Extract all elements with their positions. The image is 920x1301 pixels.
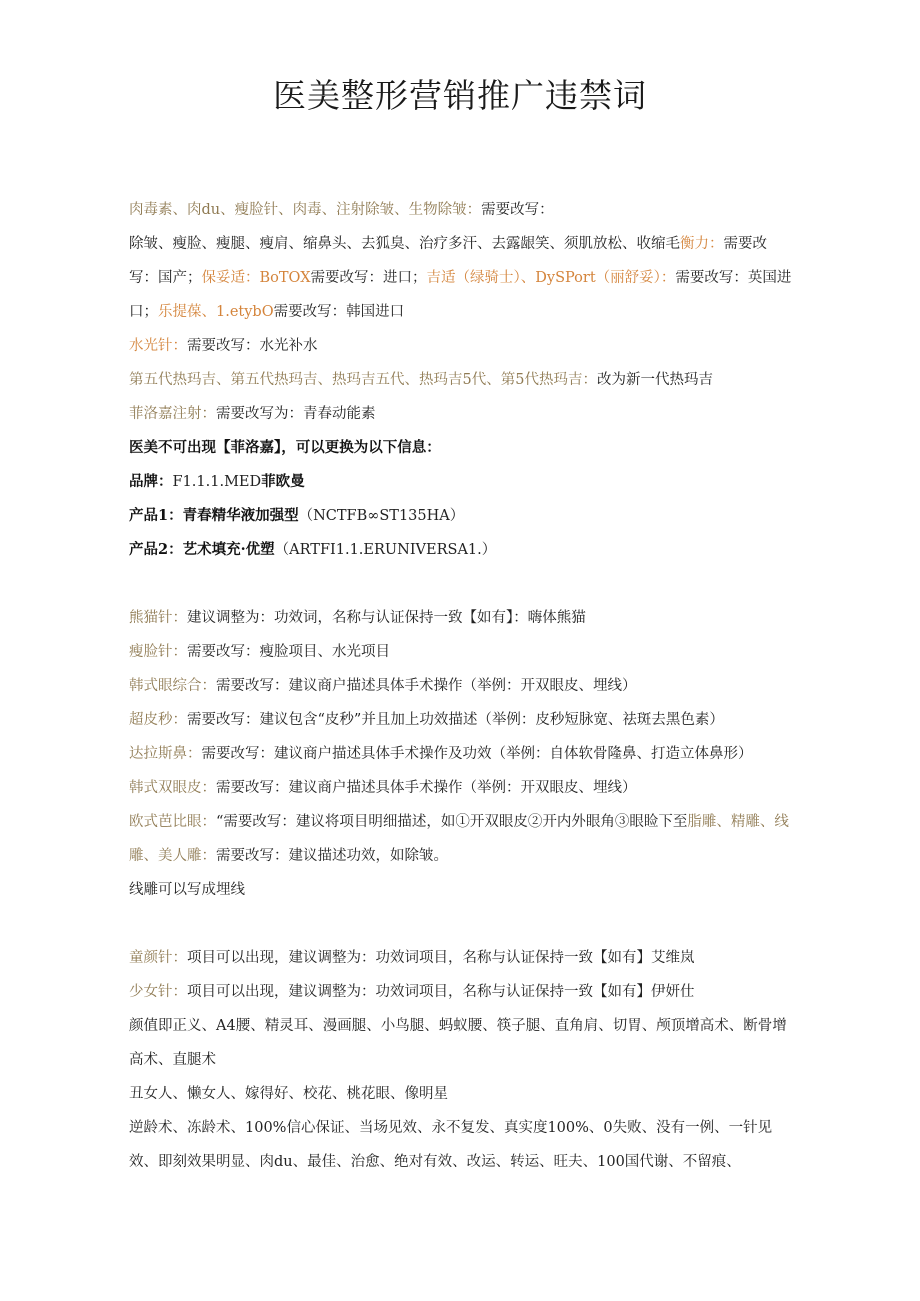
note: 需要改写：建议描述功效，如除皱。 bbox=[216, 848, 448, 864]
term: 乐提葆、1.etybO bbox=[158, 304, 274, 320]
note: 需要改写：水光补水 bbox=[187, 338, 318, 354]
paragraph-filorga-replace: 医美不可出现【菲洛嘉】，可以更换为以下信息： bbox=[129, 439, 441, 456]
note: 需要改写：进口； bbox=[310, 270, 427, 286]
spacer bbox=[129, 567, 794, 601]
document-body bbox=[129, 193, 794, 1179]
note: “需要改写：建议将项目明细描述，如①开双眼皮②开内外眼角③眼睑下至 bbox=[216, 814, 688, 830]
term: 第五代热玛吉、第五代热玛吉、热玛吉五代、热玛吉5代、第5代热玛吉： bbox=[129, 372, 597, 388]
paragraph-water-light bbox=[129, 329, 794, 363]
term: 保妥适：BoTOX bbox=[201, 270, 311, 286]
value: （ARTFI1.1.ERUNIVERSA1.） bbox=[274, 542, 497, 558]
value: F1.1.1.MED bbox=[172, 474, 262, 490]
term: 韩式双眼皮： bbox=[129, 780, 216, 796]
paragraph-panda bbox=[129, 601, 794, 635]
paragraph-barbie-eye bbox=[129, 805, 794, 873]
paragraph-korean-eye bbox=[129, 669, 794, 703]
paragraph-brand bbox=[129, 465, 794, 499]
paragraph-product-2 bbox=[129, 533, 794, 567]
term: 水光针： bbox=[129, 338, 187, 354]
term: 童颜针： bbox=[129, 950, 187, 966]
note: 需要改写：瘦脸项目、水光项目 bbox=[187, 644, 390, 660]
note: 需要改写：建议商户描述具体手术操作（举例：开双眼皮、埋线） bbox=[216, 780, 637, 796]
value: （NCTFB∞ST135HA） bbox=[298, 508, 465, 524]
paragraph-filorga bbox=[129, 397, 794, 431]
note: 项目可以出现，建议调整为：功效词项目，名称与认证保持一致【如有】伊妍仕 bbox=[187, 984, 695, 1000]
value: 菲欧曼 bbox=[261, 473, 305, 490]
note: 需要改写：建议包含“皮秒”并且加上功效描述（举例：皮秒短脉宽、祛斑去黑色素） bbox=[187, 712, 724, 728]
page-title: 医美整形营销推广违禁词 bbox=[273, 76, 647, 115]
term: 熊猫针： bbox=[129, 610, 187, 626]
paragraph-double-eyelid bbox=[129, 771, 794, 805]
note: 需要改写：国产； bbox=[129, 236, 767, 286]
term: 达拉斯鼻： bbox=[129, 746, 202, 762]
term: 菲洛嘉注射： bbox=[129, 406, 216, 422]
paragraph-picosecond bbox=[129, 703, 794, 737]
term: 少女针： bbox=[129, 984, 187, 1000]
paragraph-girl-needle bbox=[129, 975, 794, 1009]
paragraph-female-words: 丑女人、懒女人、嫁得好、校花、桃花眼、像明星 bbox=[129, 1086, 448, 1102]
term: 韩式眼综合： bbox=[129, 678, 216, 694]
paragraph-botox bbox=[129, 193, 794, 329]
paragraph-absolute-words: 逆龄术、冻龄术、100%信心保证、当场见效、永不复发、真实度100%、0失败、没有一例、一针见效、即刻效果明显、肉du、最佳、治愈、绝对有效、改运、转运、旺夫、100国代谢、不留痕、 bbox=[129, 1120, 773, 1170]
term: 瘦脸针： bbox=[129, 644, 187, 660]
note: 需要改写：建议商户描述具体手术操作（举例：开双眼皮、埋线） bbox=[216, 678, 637, 694]
term: 超皮秒： bbox=[129, 712, 187, 728]
label: 品牌： bbox=[129, 473, 173, 490]
note: 项目可以出现，建议调整为：功效词项目，名称与认证保持一致【如有】艾维岚 bbox=[187, 950, 695, 966]
note: 需要改写：英国进口； bbox=[129, 270, 792, 320]
paragraph-face-slim bbox=[129, 635, 794, 669]
note: 需要改写：韩国进口 bbox=[273, 304, 405, 320]
spacer bbox=[129, 907, 794, 941]
note: 除皱、瘦脸、瘦腿、瘦肩、缩鼻头、去狐臭、治疗多汗、去露龈笑、须肌放松、收缩毛 bbox=[129, 236, 680, 252]
paragraph-youth-needle bbox=[129, 941, 794, 975]
note: 需要改写为：青春动能素 bbox=[216, 406, 376, 422]
label: 产品2：艺术填充·优塑 bbox=[129, 541, 275, 558]
term: 肉毒素、肉du、瘦脸针、肉毒、注射除皱、生物除皱： bbox=[129, 202, 482, 218]
label: 产品1：青春精华液加强型 bbox=[129, 507, 299, 524]
note: 需要改写：建议商户描述具体手术操作及功效（举例：自体软骨隆鼻、打造立体鼻形） bbox=[201, 746, 753, 762]
paragraph-body-words: 颜值即正义、A4腰、精灵耳、漫画腿、小鸟腿、蚂蚁腰、筷子腿、直角肩、切胃、颅顶增高术、断骨增高术、直腿术 bbox=[129, 1018, 787, 1068]
paragraph-thermage bbox=[129, 363, 794, 397]
paragraph-dallas-nose bbox=[129, 737, 794, 771]
term: 吉适（绿骑士）、DySPort（丽舒妥）： bbox=[426, 270, 676, 286]
paragraph-product-1 bbox=[129, 499, 794, 533]
term: 欧式芭比眼： bbox=[129, 814, 216, 830]
term: 脂雕、精雕、线雕、美人雕： bbox=[129, 814, 789, 864]
note: 需要改写： bbox=[481, 202, 554, 218]
note: 建议调整为：功效词，名称与认证保持一致【如有】：嗨体熊猫 bbox=[187, 610, 586, 626]
term: 衡力： bbox=[680, 236, 724, 252]
note: 改为新一代热玛吉 bbox=[596, 372, 713, 388]
paragraph-thread-lift: 线雕可以写成埋线 bbox=[129, 882, 245, 898]
